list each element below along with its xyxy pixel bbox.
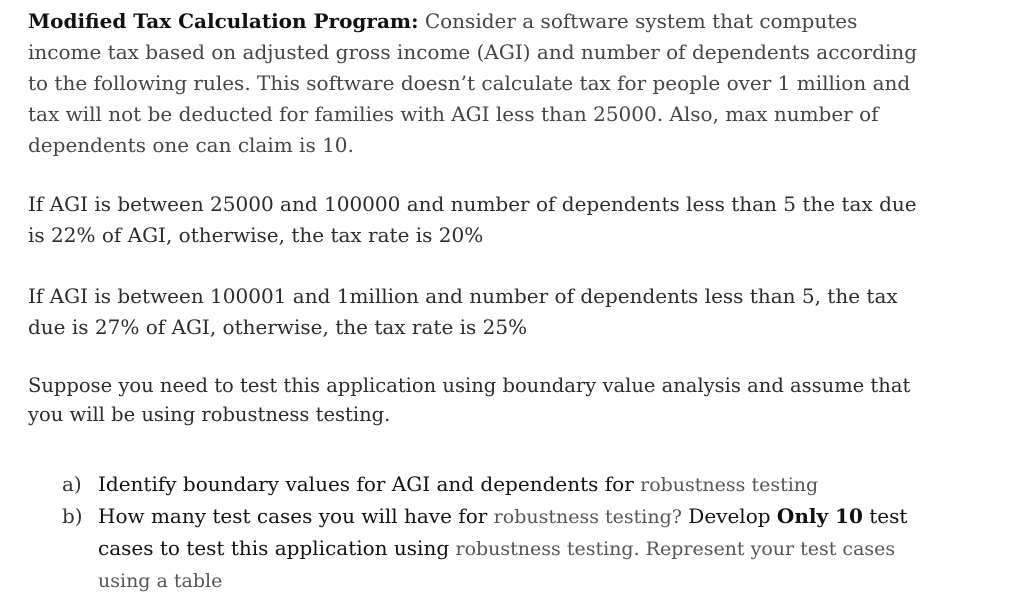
intro-lead: Modified Tax Calculation Program: <box>28 9 419 33</box>
question-b-bold-text: Only 10 <box>776 504 863 528</box>
question-b-text: How many test cases you will have for <box>98 504 494 528</box>
intro-text: Consider a software system that computes income tax based on adjusted gross income (AGI) and number of dependents according to the following rules. This software doesn’t calculate tax for people over 1 million and tax will not be deducted for families with AGI less than 25000. Also, max number of dependents one can claim is 10. <box>28 9 918 157</box>
document-page <box>28 6 928 597</box>
question-a-marker: a) <box>62 472 82 496</box>
question-b-text-3: test cases to test this application using <box>98 504 908 560</box>
question-a-soft-text: robustness testing <box>640 474 819 496</box>
question-a-body <box>98 469 928 501</box>
question-b-marker: b) <box>62 504 83 528</box>
question-b-text-2: Develop <box>681 504 777 528</box>
question-a-text: Identify boundary values for AGI and dependents for <box>98 472 641 496</box>
suppose-paragraph: Suppose you need to test this application using boundary value analysis and assume that you will be using robustness testing. <box>28 374 911 426</box>
rule-paragraph-2: If AGI is between 100001 and 1million and number of dependents less than 5, the tax due is 27% of AGI, otherwise, the tax rate is 25% <box>28 284 898 339</box>
question-b-soft-text: robustness testing? <box>493 506 682 528</box>
rule-paragraph-1: If AGI is between 25000 and 100000 and number of dependents less than 5 the tax due is 22% of AGI, otherwise, the tax rate is 20% <box>28 192 917 247</box>
cut-off-next-line <box>98 578 908 590</box>
question-a <box>62 469 928 501</box>
intro-paragraph <box>28 6 928 161</box>
question-b-soft-text-2: robustness testing. Represent your test cases using a table <box>98 538 896 592</box>
